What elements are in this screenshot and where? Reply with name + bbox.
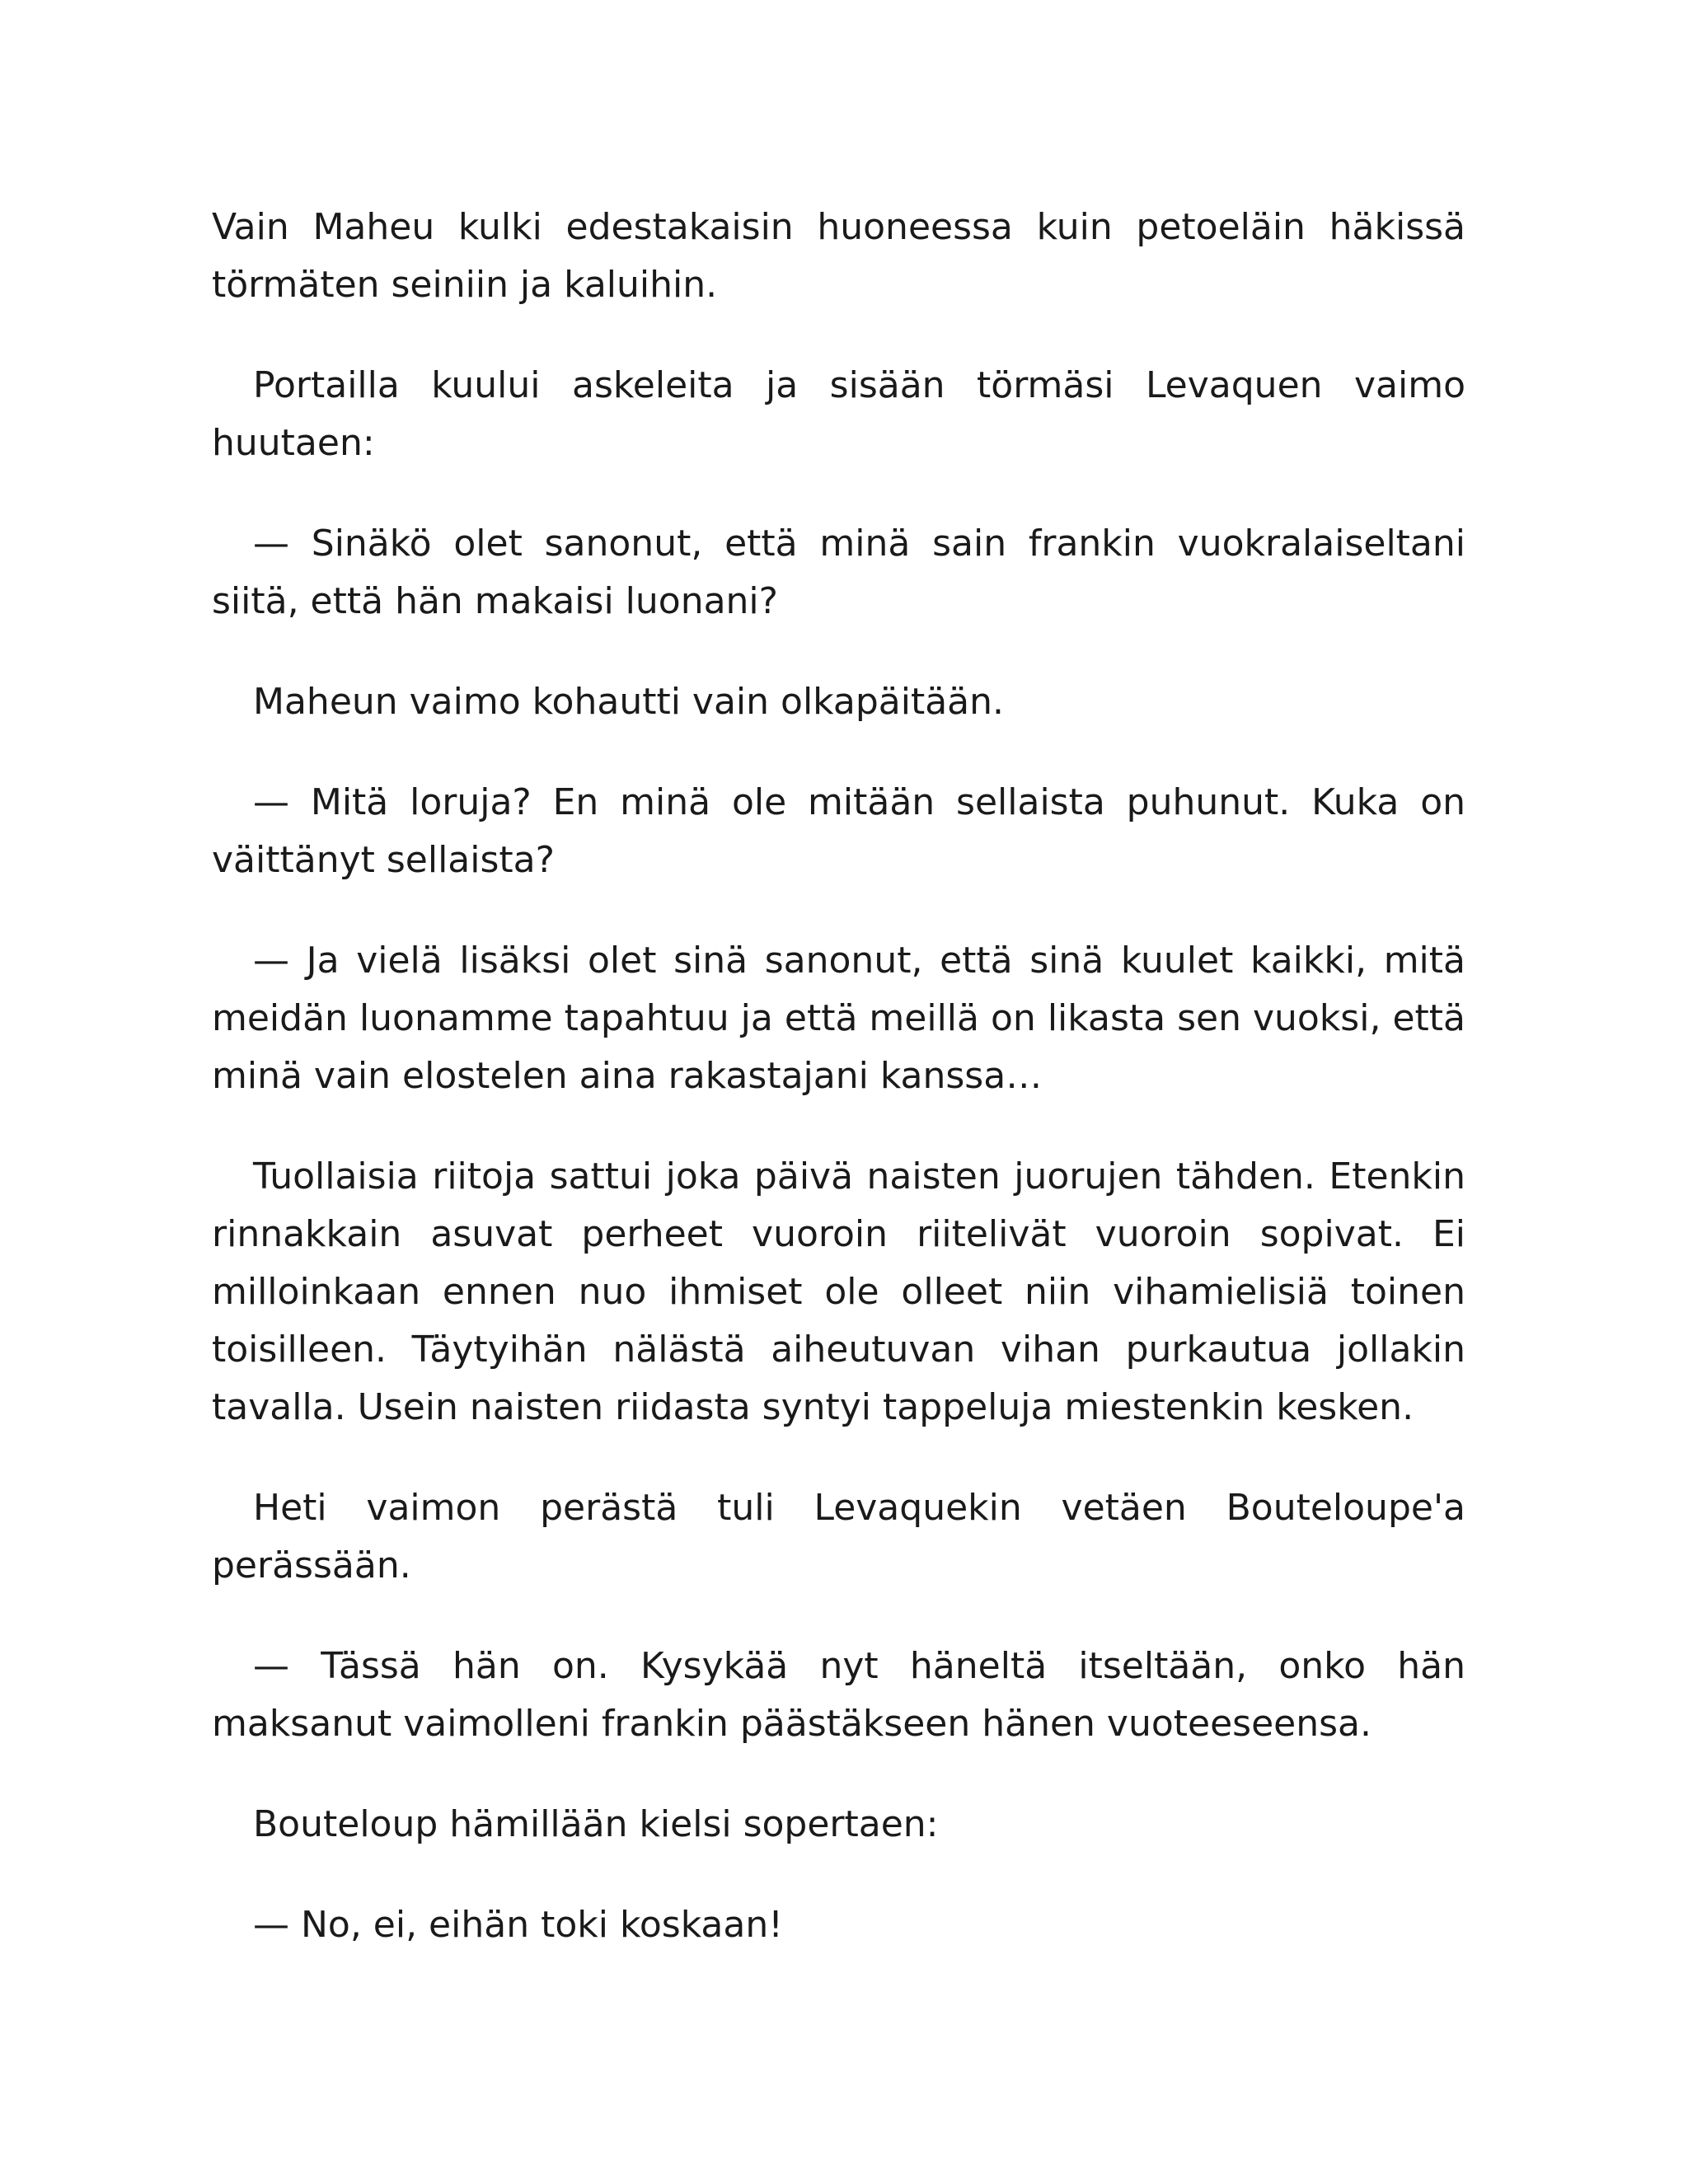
paragraph: — Sinäkö olet sanonut, että minä sain frankin vuokralaiseltani siitä, että hän makaisi luonani? xyxy=(212,523,1465,622)
paragraph: Maheun vaimo kohautti vain olkapäitään. xyxy=(253,681,1005,723)
paragraph: Bouteloup hämillään kielsi sopertaen: xyxy=(253,1803,939,1845)
page-text xyxy=(212,199,1465,1997)
paragraph: Portailla kuului askeleita ja sisään törmäsi Levaquen vaimo huutaen: xyxy=(212,364,1465,464)
paragraph: Tuollaisia riitoja sattui joka päivä naisten juorujen tähden. Etenkin rinnakkain asuvat perheet vuoroin riitelivät vuoroin sopivat. Ei milloinkaan ennen nuo ihmiset ole olleet niin vihamielisiä toinen toisilleen. Täytyihän nälästä aiheutuvan vihan purkautua jollakin tavalla. Usein naisten riidasta syntyi tappeluja miestenkin kesken. xyxy=(212,1155,1465,1428)
paragraph: — Ja vielä lisäksi olet sinä sanonut, että sinä kuulet kaikki, mitä meidän luonamme tapahtuu ja että meillä on likasta sen vuoksi, että minä vain elostelen aina rakastajani kanssa… xyxy=(212,940,1465,1097)
paragraph: — Tässä hän on. Kysykää nyt häneltä itseltään, onko hän maksanut vaimolleni frankin päästäkseen hänen vuoteeseensa. xyxy=(212,1645,1465,1745)
paragraph: — Mitä loruja? En minä ole mitään sellaista puhunut. Kuka on väittänyt sellaista? xyxy=(212,781,1465,881)
paragraph: Vain Maheu kulki edestakaisin huoneessa kuin petoeläin häkissä törmäten seiniin ja kaluihin. xyxy=(212,206,1465,306)
paragraph: — No, ei, eihän toki koskaan! xyxy=(253,1904,783,1946)
paragraph: Heti vaimon perästä tuli Levaquekin vetäen Bouteloupe'a perässään. xyxy=(212,1487,1465,1586)
